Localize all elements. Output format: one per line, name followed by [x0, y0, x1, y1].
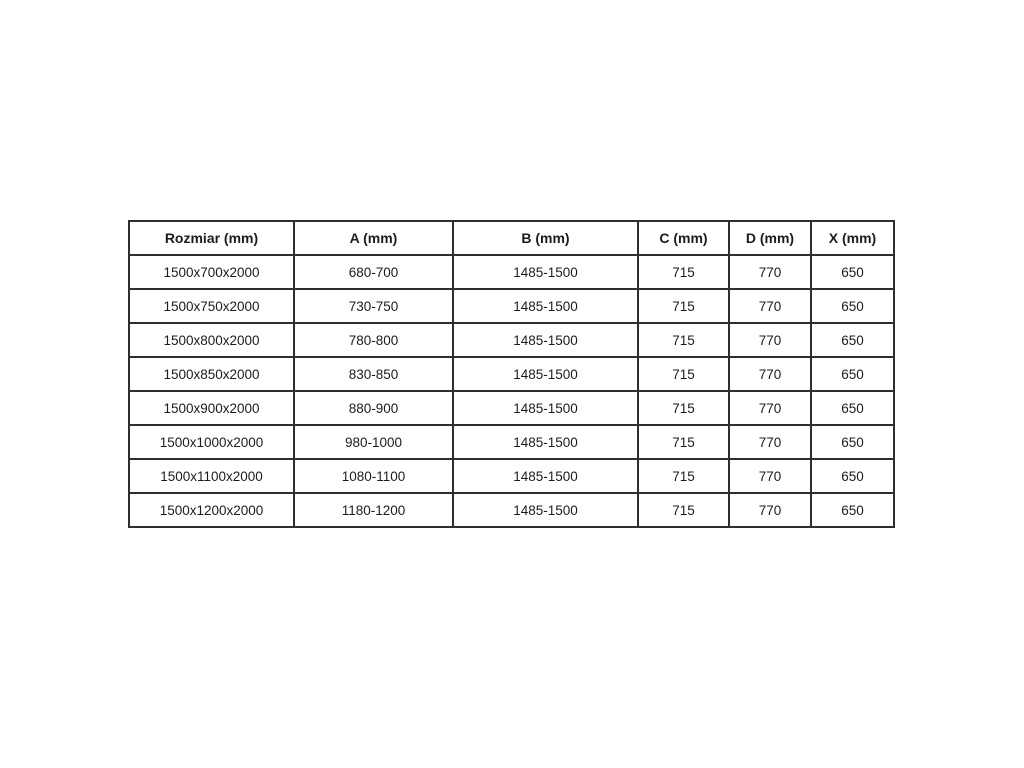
- table-cell: 1485-1500: [453, 357, 638, 391]
- table-cell: 730-750: [294, 289, 453, 323]
- table-container: [128, 220, 895, 528]
- table-row: [129, 459, 894, 493]
- table-cell: 1485-1500: [453, 255, 638, 289]
- table-cell: 830-850: [294, 357, 453, 391]
- table-row: [129, 255, 894, 289]
- table-cell: 715: [638, 459, 729, 493]
- table-cell: 1500x750x2000: [129, 289, 294, 323]
- table-cell: 715: [638, 357, 729, 391]
- table-row: [129, 357, 894, 391]
- table-row: [129, 391, 894, 425]
- table-cell: 1500x1200x2000: [129, 493, 294, 527]
- table-cell: 1485-1500: [453, 289, 638, 323]
- table-cell: 1500x800x2000: [129, 323, 294, 357]
- table-cell: 715: [638, 493, 729, 527]
- column-header-4: D (mm): [729, 221, 811, 255]
- table-cell: 1500x1000x2000: [129, 425, 294, 459]
- table-cell: 715: [638, 289, 729, 323]
- column-header-0: Rozmiar (mm): [129, 221, 294, 255]
- table-cell: 715: [638, 323, 729, 357]
- table-cell: 715: [638, 255, 729, 289]
- table-cell: 715: [638, 425, 729, 459]
- table-cell: 650: [811, 391, 894, 425]
- table-cell: 770: [729, 425, 811, 459]
- table-cell: 880-900: [294, 391, 453, 425]
- column-header-1: A (mm): [294, 221, 453, 255]
- table-cell: 1485-1500: [453, 391, 638, 425]
- table-cell: 1180-1200: [294, 493, 453, 527]
- table-cell: 770: [729, 391, 811, 425]
- table-cell: 1485-1500: [453, 425, 638, 459]
- column-header-3: C (mm): [638, 221, 729, 255]
- table-cell: 680-700: [294, 255, 453, 289]
- table-header: [129, 221, 894, 255]
- table-cell: 1485-1500: [453, 323, 638, 357]
- table-cell: 980-1000: [294, 425, 453, 459]
- table-cell: 650: [811, 493, 894, 527]
- table-cell: 770: [729, 323, 811, 357]
- table-row: [129, 425, 894, 459]
- column-header-5: X (mm): [811, 221, 894, 255]
- table-cell: 1485-1500: [453, 493, 638, 527]
- table-body: [129, 255, 894, 527]
- table-cell: 770: [729, 255, 811, 289]
- table-cell: 1500x900x2000: [129, 391, 294, 425]
- table-row: [129, 323, 894, 357]
- table-cell: 1080-1100: [294, 459, 453, 493]
- table-cell: 1500x700x2000: [129, 255, 294, 289]
- table-cell: 780-800: [294, 323, 453, 357]
- table-cell: 650: [811, 323, 894, 357]
- table-cell: 770: [729, 459, 811, 493]
- table-row: [129, 289, 894, 323]
- table-cell: 650: [811, 425, 894, 459]
- table-cell: 1485-1500: [453, 459, 638, 493]
- table-cell: 770: [729, 357, 811, 391]
- table-row: [129, 493, 894, 527]
- table-cell: 650: [811, 459, 894, 493]
- size-specification-table: [128, 220, 895, 528]
- table-cell: 650: [811, 255, 894, 289]
- table-cell: 1500x1100x2000: [129, 459, 294, 493]
- table-cell: 650: [811, 357, 894, 391]
- table-cell: 715: [638, 391, 729, 425]
- table-cell: 770: [729, 493, 811, 527]
- column-header-2: B (mm): [453, 221, 638, 255]
- table-cell: 770: [729, 289, 811, 323]
- table-cell: 1500x850x2000: [129, 357, 294, 391]
- table-cell: 650: [811, 289, 894, 323]
- header-row: [129, 221, 894, 255]
